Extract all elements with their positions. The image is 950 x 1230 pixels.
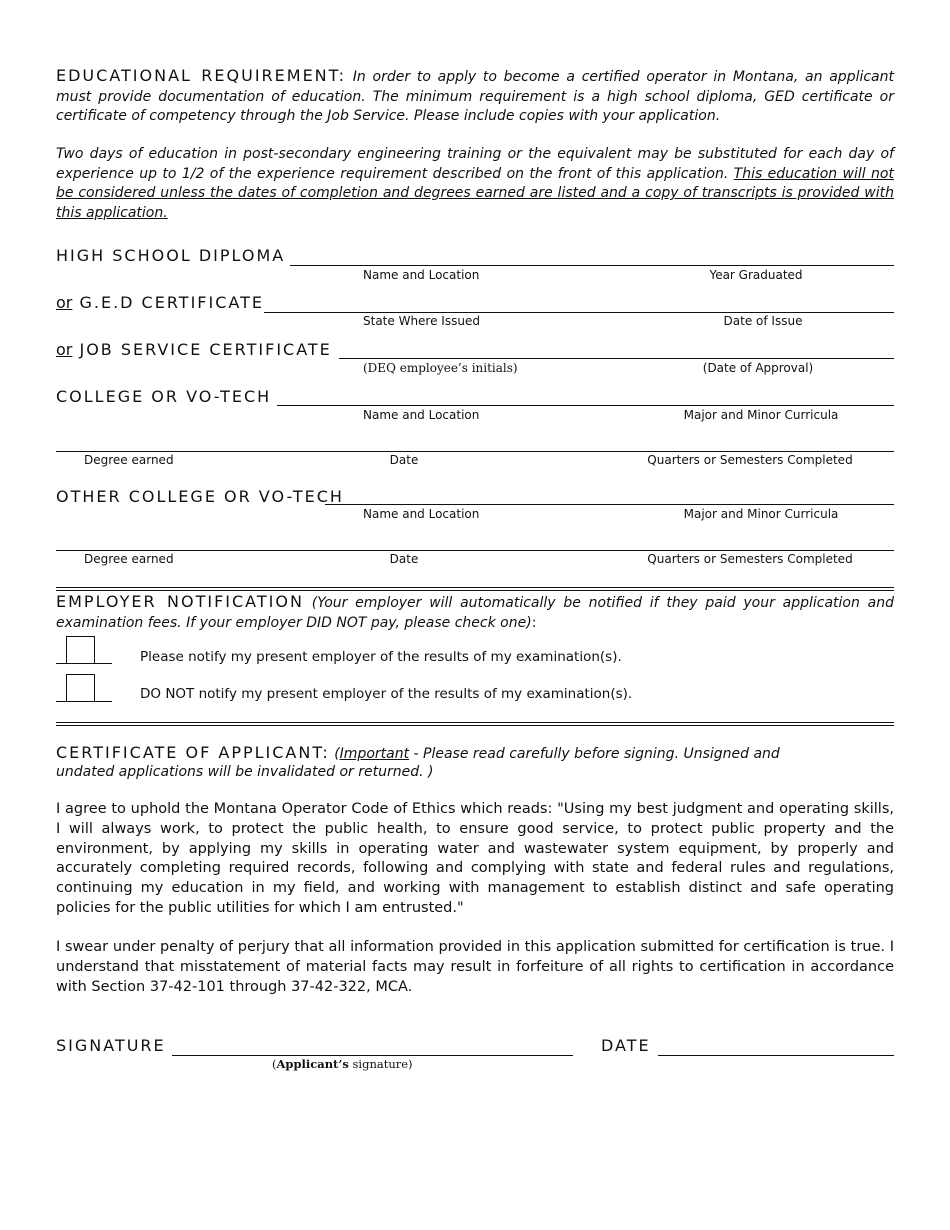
job-label-text: JOB SERVICE CERTIFICATE: [79, 340, 332, 359]
substitution-text: Two days of education in post-secondary engineering training or the equivalent may be substituted for each day of experience up to 1/2 of the experience requirement described on the front of this application.: [56, 146, 894, 182]
certificate-title: CERTIFICATE OF APPLICANT:: [56, 743, 330, 762]
approval-date-caption: (Date of Approval): [702, 361, 814, 375]
ged-or: or: [56, 293, 73, 312]
notify-employer-label: Please notify my present employer of the results of my examination(s).: [140, 649, 622, 665]
employer-notification: [56, 592, 894, 633]
job-or: or: [56, 340, 73, 359]
employer-title: EMPLOYER NOTIFICATION: [56, 592, 304, 611]
deq-initials-caption: (DEQ employee’s initials): [363, 361, 518, 375]
certificate-header: [56, 744, 826, 781]
other-college-quarters-caption: Quarters or Semesters Completed: [647, 552, 853, 566]
high-school-name-caption: Name and Location: [363, 268, 480, 282]
signature-caption: [272, 1057, 413, 1071]
notify-checkbox-underline: [56, 663, 112, 664]
other-college-label: OTHER COLLEGE OR VO-TECH: [56, 487, 344, 506]
high-school-year-caption: Year Graduated: [709, 268, 803, 282]
educational-intro-text: In order to apply to become a certified operator in Montana, an applicant must provide documentation of education. The minimum requirement is a high school diploma, GED certificate or certificate of competency through the Job Service. Please include copies with your application.: [56, 69, 895, 124]
college-name-caption: Name and Location: [363, 408, 480, 422]
other-college-date-caption: Date: [389, 552, 419, 566]
certificate-note-open: (: [334, 746, 340, 762]
signature-caption-bold: Applicant’s: [276, 1057, 349, 1071]
ged-label-text: G.E.D CERTIFICATE: [79, 293, 264, 312]
ged-state-caption: State Where Issued: [363, 314, 480, 328]
educational-intro: [56, 66, 894, 127]
high-school-label: HIGH SCHOOL DIPLOMA: [56, 246, 286, 265]
ethics-paragraph: I agree to uphold the Montana Operator Code of Ethics which reads: "Using my best judgment and operating skills, I will always work, to protect the public health, to ensure good service, to protect public property and the environment, by applying my skills in operating water and wastewater system equipment, by properly and accurately completing required records, following and complying with state and federal rules and regulations, continuing my education in my field, and working with management to establish distinct and safe operating policies for the public utilities for which I am entrusted.": [56, 801, 894, 916]
educational-section: [56, 66, 894, 127]
employer-note-colon: :: [531, 614, 537, 631]
college-date-caption: Date: [389, 453, 419, 467]
job-service-label: [56, 340, 332, 359]
other-college-field[interactable]: [325, 504, 894, 505]
section-divider-top: [56, 587, 894, 591]
ged-date-caption: Date of Issue: [723, 314, 803, 328]
high-school-field[interactable]: [290, 265, 894, 266]
date-field[interactable]: [658, 1055, 894, 1056]
college-curricula-caption: Major and Minor Curricula: [683, 408, 839, 422]
signature-caption-open: (: [272, 1057, 277, 1071]
section-divider-bottom: [56, 722, 894, 726]
certificate-note-rest: - Please read carefully before signing. Unsigned and undated applications will be invalidated or returned. ): [56, 746, 780, 780]
do-not-notify-label: DO NOT notify my present employer of the results of my examination(s).: [140, 686, 633, 702]
college-quarters-caption: Quarters or Semesters Completed: [647, 453, 853, 467]
do-not-notify-checkbox[interactable]: [66, 674, 95, 702]
signature-field[interactable]: [172, 1055, 573, 1056]
perjury-paragraph: I swear under penalty of perjury that all information provided in this application submitted for certification is true. I understand that misstatement of material facts may result in forfeiture of all rights to certification in accordance with Section 37-42-101 through 37-42-322, MCA.: [56, 939, 894, 995]
educational-title: EDUCATIONAL REQUIREMENT:: [56, 66, 347, 85]
education-substitution-paragraph: [56, 145, 894, 223]
other-college-degree-caption: Degree earned: [84, 552, 174, 566]
notify-employer-checkbox[interactable]: [66, 636, 95, 664]
college-field[interactable]: [277, 405, 894, 406]
college-label: COLLEGE OR VO-TECH: [56, 387, 272, 406]
college-degree-caption: Degree earned: [84, 453, 174, 467]
other-college-name-caption: Name and Location: [363, 507, 480, 521]
certificate-note-important: Important: [339, 746, 410, 762]
other-college-degree-field[interactable]: [56, 550, 894, 551]
substitution-underlined-text: This education will not be considered unless the dates of completion and degrees earned are listed and a copy of transcripts is provided with this application.: [56, 165, 894, 221]
college-degree-field[interactable]: [56, 451, 894, 452]
date-label: DATE: [601, 1036, 651, 1055]
do-not-notify-checkbox-underline: [56, 701, 112, 702]
employer-note: (Your employer will automatically be notified if they paid your application and examination fees. If your employer DID NOT pay, please check one): [56, 595, 894, 631]
signature-caption-rest: signature): [348, 1057, 413, 1071]
ged-field[interactable]: [264, 312, 894, 313]
ged-label: [56, 293, 264, 312]
other-college-curricula-caption: Major and Minor Curricula: [683, 507, 839, 521]
signature-label: SIGNATURE: [56, 1036, 166, 1055]
job-service-field[interactable]: [339, 358, 894, 359]
